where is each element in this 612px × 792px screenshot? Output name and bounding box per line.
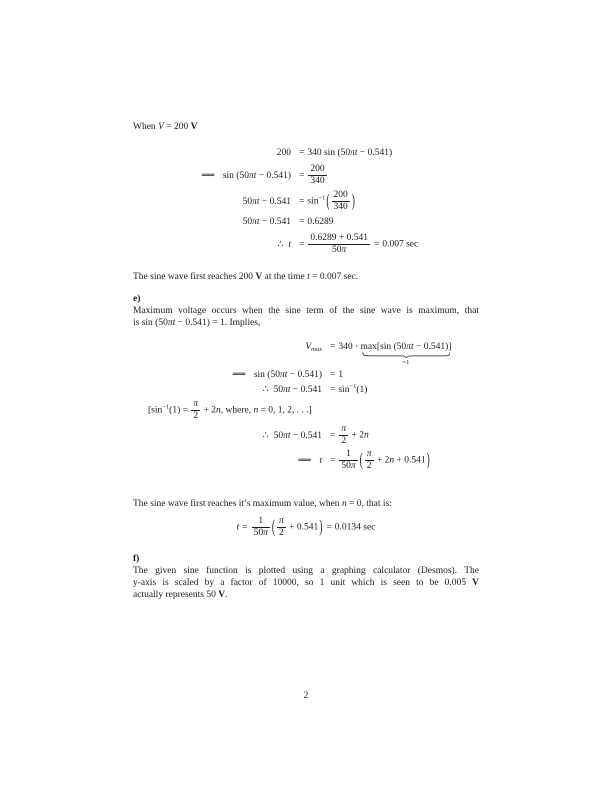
numerator: 1 [258, 516, 264, 526]
left-paren: ( [271, 518, 275, 537]
side-note [148, 399, 479, 422]
page-number [0, 690, 612, 702]
equals-sign: = [299, 148, 305, 158]
denominator: 2 [277, 527, 286, 539]
math-text: , where, [220, 405, 254, 416]
math-var-pi: π [283, 385, 288, 395]
math-var-n: n [215, 405, 221, 416]
implies-arrow: ⟹ [232, 370, 246, 380]
math-var-pi: π [263, 528, 268, 538]
equation-rhs [291, 190, 479, 213]
math-var-t: t [236, 522, 240, 533]
text-segment: = 0.007 sec. [309, 272, 359, 282]
right-paren: ) [351, 192, 355, 211]
equals-sign: = [330, 430, 336, 441]
equation-lhs [133, 216, 291, 228]
math-var-V: V [158, 122, 164, 132]
unit-volt: V [218, 590, 226, 600]
unit-volt: V [255, 272, 263, 282]
math-var-t: t [319, 455, 322, 466]
text-segment: actually represents 50 [133, 590, 219, 600]
equation-line-1 [133, 147, 479, 159]
math-var-t: t [287, 430, 291, 441]
text-segment: = 200 [163, 122, 191, 132]
text-segment: at the time [262, 272, 308, 282]
equation-lhs [133, 170, 291, 182]
math-var-t: t [256, 217, 260, 227]
fraction [339, 424, 348, 447]
equation-lhs [133, 384, 322, 396]
equation-rhs [291, 233, 479, 256]
math-var-pi: π [350, 461, 356, 471]
math-number: 1 [338, 370, 344, 380]
underbrace-icon [362, 352, 451, 358]
underbrace-label: =1 [402, 359, 410, 366]
denominator: 2 [365, 460, 374, 472]
math-var-t: t [284, 370, 288, 380]
math-text: + 0.541 [394, 455, 426, 466]
math-text: + 0.541 [286, 522, 319, 533]
math-text: (1) [356, 385, 368, 395]
paragraph-line [133, 317, 479, 329]
math-text: + 2 [349, 430, 364, 441]
math-var-n: n [341, 499, 347, 509]
equals-sign: = [299, 170, 305, 181]
math-text: + 2 [201, 405, 216, 416]
math-text: − 0.541) [256, 170, 291, 181]
equation-line [133, 424, 479, 447]
math-var-t: t [288, 239, 291, 250]
math-text: 50 [273, 430, 284, 441]
equals-sign: = [326, 522, 332, 533]
math-text: − 0.541 [259, 217, 291, 227]
numerator: π [193, 399, 199, 409]
left-paren: ( [326, 192, 330, 211]
text-segment: The sine wave first reaches it’s maximum value, when [133, 499, 342, 509]
section-label: f) [133, 554, 140, 564]
equals-sign: = [330, 455, 336, 466]
denominator: 2 [191, 410, 200, 422]
page-number-text: 2 [303, 691, 309, 701]
therefore-symbol: ∴ [262, 430, 269, 441]
equals-sign: = [299, 239, 305, 250]
equation-rhs [291, 164, 479, 187]
math-var-n: n [389, 455, 395, 466]
therefore-symbol: ∴ [262, 385, 269, 395]
math-var-t: t [253, 170, 257, 181]
equation-line [133, 384, 479, 396]
equals-sign: = [330, 342, 336, 352]
equation-rhs [291, 216, 479, 228]
math-text: sin (50 [253, 370, 280, 380]
math-text: 50 [341, 461, 351, 471]
math-var-t: t [172, 318, 176, 328]
math-text: 50 [242, 217, 253, 227]
inverse-exponent: −1 [318, 194, 326, 202]
unit-volt: V [472, 578, 479, 588]
math-text: sin (50 [222, 170, 249, 181]
paragraph-max-voltage [133, 305, 479, 329]
text-segment: When [133, 122, 159, 132]
left-paren: ( [359, 451, 363, 470]
math-text: max[sin (50 [360, 342, 407, 352]
equation-line [133, 449, 479, 472]
numerator: 200 [310, 164, 325, 174]
paragraph-desmos [133, 565, 479, 601]
denominator [339, 460, 357, 472]
denominator [308, 244, 370, 256]
therefore-symbol: ∴ [277, 239, 284, 250]
equals-sign: = [242, 522, 248, 533]
fraction [308, 233, 370, 256]
math-var-pi: π [252, 217, 257, 227]
math-number: 0.6289 [307, 217, 334, 227]
equation-lhs [133, 147, 291, 159]
math-text: 50 [253, 528, 264, 538]
equation-line-3 [133, 190, 479, 213]
equation-rhs [322, 424, 479, 447]
numerator: 0.6289 + 0.541 [310, 233, 368, 243]
equals-sign: = [299, 196, 305, 207]
section-label: e) [133, 294, 141, 304]
math-var-n: n [253, 405, 259, 416]
numerator: 200 [333, 190, 348, 200]
equation-line-vmax [133, 341, 479, 366]
numerator: 1 [346, 449, 351, 459]
math-text: − 0.541 [290, 430, 322, 441]
math-var-pi: π [252, 196, 257, 207]
math-var-n: n [363, 430, 369, 441]
equation-lhs [133, 369, 322, 381]
equals-sign: = [373, 239, 380, 250]
subscript-max: max [311, 346, 322, 353]
math-result: 0.0134 sec [334, 522, 376, 533]
implies-arrow: ⟹ [297, 455, 312, 466]
math-text: 50 [242, 196, 253, 207]
equals-sign: = [299, 217, 305, 227]
text-segment: The given sine function is plotted using a graphing calculator (Desmos). The [133, 566, 479, 576]
equation-line-5 [133, 233, 479, 256]
right-paren: ) [319, 518, 323, 537]
equation-line-4 [133, 216, 479, 228]
math-text: − 0.541)] [413, 342, 452, 352]
math-text: − 0.541) [357, 148, 393, 158]
math-var-pi: π [341, 245, 347, 255]
section-heading-f [133, 553, 479, 565]
text-segment: − 0.541) = 1. Implies, [175, 318, 261, 328]
paragraph-when [133, 121, 479, 133]
equals-sign: = [330, 385, 336, 395]
equation-rhs [322, 449, 479, 472]
math-var-pi: π [350, 148, 355, 158]
fraction [332, 190, 350, 213]
fraction [191, 399, 200, 422]
text-segment: is sin (50 [133, 318, 168, 328]
math-result: 0.007 sec [382, 239, 419, 250]
paragraph-reach-max [133, 498, 479, 510]
text-segment: y-axis is scaled by a factor of 10000, so 1 unit which is seen to be 0.005 [133, 578, 473, 588]
numerator: π [341, 424, 347, 434]
math-var-t: t [287, 385, 291, 395]
paragraph-line [133, 589, 479, 601]
math-func-sin: sin [307, 196, 319, 207]
denominator [252, 527, 270, 539]
math-var-t: t [410, 342, 414, 352]
math-func-sin: sin [338, 385, 350, 395]
inverse-exponent: −1 [349, 383, 357, 390]
math-var-pi: π [406, 342, 411, 352]
math-var-pi: π [283, 430, 288, 441]
math-text: 340 · [338, 342, 361, 352]
equation-block-1 [133, 147, 479, 256]
math-var-pi: π [167, 318, 173, 328]
text-segment: = 0, that is: [346, 499, 392, 509]
paragraph-reach-200 [133, 271, 479, 283]
text-segment: Maximum voltage occurs when the sine term of the sine wave is maximum, that [133, 306, 479, 316]
math-var-t: t [354, 148, 358, 158]
math-var-t: t [307, 272, 310, 282]
fraction [252, 516, 270, 539]
page-content [133, 121, 479, 601]
section-heading-e [133, 293, 479, 305]
math-number: 200 [276, 148, 291, 158]
equation-block-2 [133, 341, 479, 472]
equation-line [133, 369, 479, 381]
underbrace-group [360, 341, 452, 366]
implies-arrow: ⟹ [201, 170, 215, 181]
math-text: 50 [332, 245, 342, 255]
numerator: π [366, 449, 372, 459]
math-text: (1) = [169, 405, 191, 416]
unit-volt: V [190, 122, 198, 132]
math-var-t: t [256, 196, 260, 207]
paragraph-line [133, 565, 479, 577]
equation-rhs [291, 147, 479, 159]
equation-lhs [133, 341, 322, 353]
paragraph-line [133, 577, 479, 589]
text-segment: The sine wave first reaches 200 [133, 272, 256, 282]
fraction [308, 164, 326, 187]
math-text: [sin [148, 405, 163, 416]
equation-lhs [133, 196, 291, 208]
math-var-V: V [305, 342, 312, 352]
fraction [339, 449, 357, 472]
denominator: 340 [310, 176, 325, 186]
equation-rhs [322, 341, 479, 366]
equation-lhs [133, 455, 322, 467]
paragraph-line [133, 305, 479, 317]
denominator: 340 [333, 202, 348, 212]
math-text: = 0, 1, 2, . . .] [258, 405, 312, 416]
inverse-exponent: −1 [162, 403, 170, 411]
equation-rhs [322, 369, 479, 381]
math-var-pi: π [279, 370, 285, 380]
denominator: 2 [339, 435, 348, 447]
equation-line-2 [133, 164, 479, 187]
math-text: − 0.541 [290, 385, 322, 395]
equation-lhs [133, 430, 322, 442]
math-text: − 0.541) [287, 370, 322, 380]
numerator: π [279, 516, 284, 526]
right-paren: ) [426, 451, 430, 470]
math-text: 340 sin (50 [307, 148, 351, 158]
fraction [365, 449, 374, 472]
equation-lhs [133, 239, 291, 251]
math-text: − 0.541 [259, 196, 291, 207]
fraction [277, 516, 286, 539]
equation-t-result [133, 516, 479, 539]
math-var-pi: π [248, 170, 254, 181]
math-text: 50 [273, 385, 284, 395]
equals-sign: = [330, 370, 336, 380]
text-segment: . [225, 590, 228, 600]
equation-rhs [322, 384, 479, 396]
math-text: + 2 [374, 455, 390, 466]
